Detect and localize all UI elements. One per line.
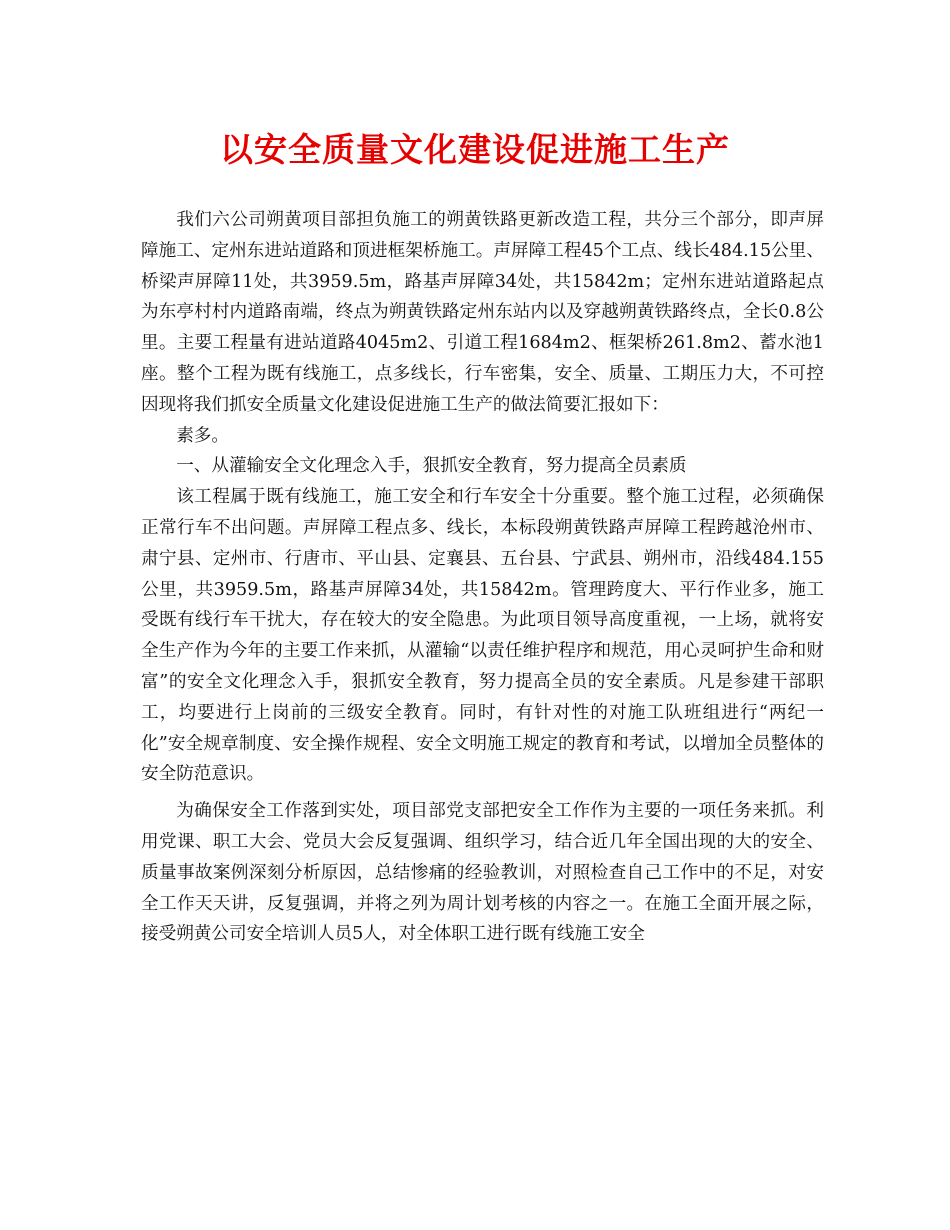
paragraph: 我们六公司朔黄项目部担负施工的朔黄铁路更新改造工程，共分三个部分，即声屏障施工、定州东进站道路和顶进框架桥施工。声屏障工程45个工点、线长484.15公里、桥梁声屏障11处，共3959.5m，路基声屏障34处，共15842m；定州东进站道路起点为东亭村村内道路南端，终点为朔黄铁路定州东站内以及穿越朔黄铁路终点，全长0.8公里。主要工程量有进站道路4045m2、引道工程1684m2、框架桥261.8m2、蓄水池1座。整个工程为既有线施工，点多线长，行车密集，安全、质量、工期压力大，不可控因现将我们抓安全质量文化建设促进施工生产的做法简要汇报如下： <box>141 210 824 415</box>
document-body <box>141 205 824 950</box>
paragraph: 为确保安全工作落到实处，项目部党支部把安全工作作为主要的一项任务来抓。利用党课、职工大会、党员大会反复强调、组织学习，结合近几年全国出现的大的安全、质量事故案例深刻分析原因，总结惨痛的经验教训，对照检查自己工作中的不足，对安全工作天天讲，反复强调，并将之列为周计划考核的内容之一。在施工全面开展之际，接受朔黄公司安全培训人员5人，对全体职工进行既有线施工安全 <box>141 801 824 945</box>
section-heading: 一、从灌输安全文化理念入手，狠抓安全教育，努力提高全员素质 <box>176 456 687 477</box>
document-title: 以安全质量文化建设促进施工生产 <box>220 130 730 169</box>
paragraph: 该工程属于既有线施工，施工安全和行车安全十分重要。整个施工过程，必须确保正常行车不出问题。声屏障工程点多、线长，本标段朔黄铁路声屏障工程跨越沧州市、肃宁县、定州市、行唐市、平山县、定襄县、五台县、宁武县、朔州市，沿线484.155公里，共3959.5m，路基声屏障34处，共15842m。管理跨度大、平行作业多，施工受既有线行车干扰大，存在较大的安全隐患。为此项目领导高度重视，一上场，就将安全生产作为今年的主要工作来抓，从灌输“以责任维护程序和规范，用心灵呵护生命和财富”的安全文化理念入手，狠抓安全教育，努力提高全员的安全素质。凡是参建干部职工，均要进行上岗前的三级安全教育。同时，有针对性的对施工队班组进行“两纪一化”安全规章制度、安全操作规程、安全文明施工规定的教育和考试，以增加全员整体的安全防范意识。 <box>141 487 824 785</box>
paragraph: 素多。 <box>176 425 229 446</box>
